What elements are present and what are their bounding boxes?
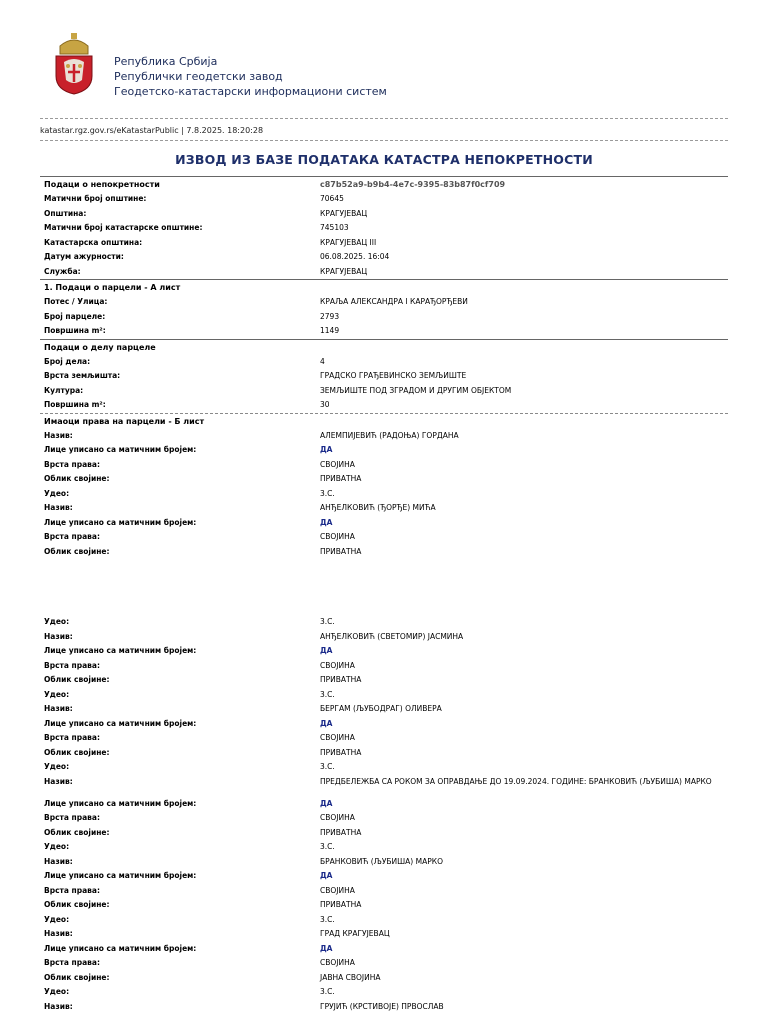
field-value: ДА: [320, 871, 333, 880]
field-row: [40, 516, 728, 531]
section-title: Подаци о непокретности: [44, 180, 160, 189]
field-value: СВОЈИНА: [320, 532, 355, 541]
section-header: [40, 413, 728, 429]
section-header: [40, 176, 728, 192]
field-value: ДА: [320, 943, 333, 953]
field-label: Назив:: [44, 856, 73, 866]
field-label: Облик својине:: [44, 474, 110, 483]
field-value: 3.С.: [320, 987, 335, 996]
field-value: 3.С.: [320, 689, 335, 699]
field-label: Матични број катастарске општине:: [44, 223, 203, 232]
field-value: СВОЈИНА: [320, 813, 355, 822]
field-row: [40, 644, 728, 659]
field-row: [40, 295, 728, 310]
field-row: [40, 731, 728, 746]
field-value: 3.С.: [320, 617, 335, 626]
field-value: СВОЈИНА: [320, 459, 355, 469]
field-value: СВОЈИНА: [320, 660, 355, 670]
field-label: Потес / Улица:: [44, 297, 108, 306]
field-row: [40, 443, 728, 458]
field-label: Назив:: [44, 929, 73, 938]
field-value: 70645: [320, 194, 344, 203]
field-value: 1149: [320, 326, 340, 335]
field-label: Назив:: [44, 631, 73, 641]
field-label: Врста права:: [44, 958, 100, 967]
field-value: ПРИВАТНА: [320, 675, 362, 684]
field-label: Удео:: [44, 914, 70, 924]
field-value: 2793: [320, 311, 340, 321]
field-label: Назив:: [44, 1001, 73, 1011]
field-row: [40, 355, 728, 370]
field-value: ЗЕМЉИШТЕ ПОД ЗГРАДОМ И ДРУГИМ ОБЈЕКТОМ: [320, 385, 512, 395]
field-label: Облик својине:: [44, 675, 110, 684]
field-row: [40, 545, 728, 560]
field-label: Служба:: [44, 266, 81, 276]
section-header: [40, 279, 728, 295]
field-value: 3.С.: [320, 762, 335, 771]
field-value: ДА: [320, 646, 333, 655]
field-row: [40, 811, 728, 826]
field-label: Врста права:: [44, 813, 100, 822]
field-value: ГРАДСКО ГРАЂЕВИНСКО ЗЕМЉИШТЕ: [320, 371, 467, 380]
field-row: [40, 221, 728, 236]
field-value: БЕРГАМ (ЉУБОДРАГ) ОЛИВЕРА: [320, 704, 442, 713]
field-row: [40, 207, 728, 222]
field-value: ДА: [320, 718, 333, 728]
source-timestamp: katastar.rgz.gov.rs/eKatastarPublic | 7.8.2025. 18:20:28: [40, 126, 264, 135]
field-value: БРАНКОВИЋ (ЉУБИША) МАРКО: [320, 856, 443, 866]
field-row: [40, 869, 728, 884]
field-row: [40, 310, 728, 325]
field-row: [40, 1000, 728, 1015]
field-label: Удео:: [44, 842, 70, 851]
field-label: Облик својине:: [44, 546, 110, 556]
field-value: ПРИВАТНА: [320, 546, 362, 556]
field-row: [40, 855, 728, 870]
field-value: АНЂЕЛКОВИЋ (СВЕТОМИР) ЈАСМИНА: [320, 631, 464, 641]
field-row: [40, 673, 728, 688]
field-label: Назив:: [44, 503, 73, 512]
field-value: ПРИВАТНА: [320, 900, 362, 909]
field-label: Врста земљишта:: [44, 371, 121, 380]
field-row: [40, 615, 728, 630]
field-value: ДА: [320, 798, 333, 808]
field-value: ПРИВАТНА: [320, 747, 362, 757]
field-row: [40, 927, 728, 942]
field-label: Лице уписано са матичним бројем:: [44, 943, 197, 953]
field-label: Назив:: [44, 704, 73, 713]
field-row: [40, 702, 728, 717]
field-row: [40, 236, 728, 251]
field-label: Површина m²:: [44, 400, 106, 409]
field-value: АНЂЕЛКОВИЋ (ЂОРЂЕ) МИЋА: [320, 503, 436, 512]
document-content: [40, 176, 728, 1014]
field-value: ГРАД КРАГУЈЕВАЦ: [320, 929, 390, 938]
field-row: [40, 265, 728, 280]
field-row: [40, 797, 728, 812]
field-label: Облик својине:: [44, 747, 110, 757]
field-label: Лице уписано са матичним бројем:: [44, 646, 197, 655]
field-row: [40, 398, 728, 413]
field-label: Облик својине:: [44, 900, 110, 909]
field-label: Површина m²:: [44, 326, 106, 335]
field-label: Матични број општине:: [44, 194, 147, 203]
organization-name: [114, 54, 387, 99]
field-row: [40, 971, 728, 986]
field-value: 3.С.: [320, 488, 335, 498]
field-label: Удео:: [44, 762, 70, 771]
field-label: Назив:: [44, 430, 73, 440]
field-value: ЈАВНА СВОЈИНА: [320, 972, 381, 982]
field-row: [40, 530, 728, 545]
field-row: [40, 250, 728, 265]
org-line-system: Геодетско-катастарски информациони систем: [114, 85, 387, 98]
field-label: Лице уписано са матичним бројем:: [44, 798, 197, 808]
field-label: Култура:: [44, 385, 84, 395]
field-value: ДА: [320, 445, 333, 454]
field-value: 745103: [320, 223, 349, 232]
section-title: Имаоци права на парцели - Б лист: [44, 416, 205, 426]
field-value: 30: [320, 400, 330, 409]
header-divider: [40, 118, 728, 119]
field-label: Удео:: [44, 488, 70, 498]
field-value: СВОЈИНА: [320, 733, 355, 742]
field-row: [40, 913, 728, 928]
field-value: СВОЈИНА: [320, 958, 355, 967]
field-row: [40, 384, 728, 399]
field-label: Лице уписано са матичним бројем:: [44, 517, 197, 527]
field-value: СВОЈИНА: [320, 885, 355, 895]
section-title: 1. Подаци о парцели - А лист: [44, 283, 181, 292]
field-value: 3.С.: [320, 914, 335, 924]
field-label: Катастарска општина:: [44, 237, 143, 247]
field-value: АЛЕМПИЈЕВИЋ (РАДОЊА) ГОРДАНА: [320, 430, 459, 440]
field-row: [40, 324, 728, 339]
field-row: [40, 659, 728, 674]
org-line-institute: Републички геодетски завод: [114, 70, 283, 83]
field-label: Општина:: [44, 208, 87, 218]
field-label: Удео:: [44, 689, 70, 699]
field-label: Удео:: [44, 987, 70, 996]
field-value: 4: [320, 356, 325, 366]
field-label: Лице уписано са матичним бројем:: [44, 445, 197, 454]
field-row: [40, 429, 728, 444]
field-label: Број парцеле:: [44, 311, 106, 321]
field-value: КРАГУЈЕВАЦ: [320, 266, 368, 276]
field-value: ПРИВАТНА: [320, 474, 362, 483]
field-label: Број дела:: [44, 356, 91, 366]
field-label: Врста права:: [44, 885, 100, 895]
field-row: [40, 746, 728, 761]
field-value: 3.С.: [320, 842, 335, 851]
field-row: [40, 369, 728, 384]
field-row: [40, 501, 728, 516]
field-label: Датум ажурности:: [44, 252, 124, 261]
org-line-republic: Република Србија: [114, 55, 218, 68]
field-row: [40, 898, 728, 913]
field-row: [40, 717, 728, 732]
field-row: [40, 760, 728, 775]
section-title: Подаци о делу парцеле: [44, 342, 156, 352]
field-row: [40, 630, 728, 645]
field-label: Облик својине:: [44, 827, 110, 837]
field-value: ПРИВАТНА: [320, 827, 362, 837]
field-value: КРАГУЈЕВАЦ III: [320, 237, 377, 247]
section-header: [40, 339, 728, 355]
field-value: КРАЉА АЛЕКСАНДРА I КАРАЂОРЂЕВИ: [320, 297, 468, 306]
field-label: Назив:: [44, 776, 73, 786]
page-break-gap: [40, 559, 728, 615]
field-value: ДА: [320, 517, 333, 527]
field-row: [40, 775, 728, 797]
field-label: Удео:: [44, 617, 70, 626]
field-row: [40, 688, 728, 703]
field-value: ГРУЈИЋ (КРСТИВОЈЕ) ПРВОСЛАВ: [320, 1001, 444, 1011]
field-row: [40, 472, 728, 487]
property-id: c87b52a9-b9b4-4e7c-9395-83b87f0cf709: [320, 180, 506, 189]
field-row: [40, 956, 728, 971]
field-label: Врста права:: [44, 459, 100, 469]
field-row: [40, 985, 728, 1000]
field-label: Лице уписано са матичним бројем:: [44, 718, 197, 728]
field-value: 06.08.2025. 16:04: [320, 252, 390, 261]
field-row: [40, 458, 728, 473]
serbian-coat-of-arms-icon: [52, 32, 96, 96]
field-label: Врста права:: [44, 532, 100, 541]
field-row: [40, 942, 728, 957]
field-row: [40, 192, 728, 207]
field-value: КРАГУЈЕВАЦ: [320, 208, 368, 218]
field-label: Облик својине:: [44, 972, 110, 982]
field-label: Врста права:: [44, 733, 100, 742]
field-row: [40, 487, 728, 502]
field-row: [40, 826, 728, 841]
field-value: ПРЕДБЕЛЕЖБА СА РОКОМ ЗА ОПРАВДАЊЕ ДО 19.09.2024. ГОДИНЕ: БРАНКОВИЋ (ЉУБИША) МАРКО: [320, 776, 712, 786]
field-label: Врста права:: [44, 660, 100, 670]
document-title: ИЗВОД ИЗ БАЗЕ ПОДАТАКА КАТАСТРА НЕПОКРЕТНОСТИ: [175, 152, 593, 167]
field-label: Лице уписано са матичним бројем:: [44, 871, 197, 880]
field-row: [40, 840, 728, 855]
title-divider: [40, 140, 728, 141]
field-row: [40, 884, 728, 899]
